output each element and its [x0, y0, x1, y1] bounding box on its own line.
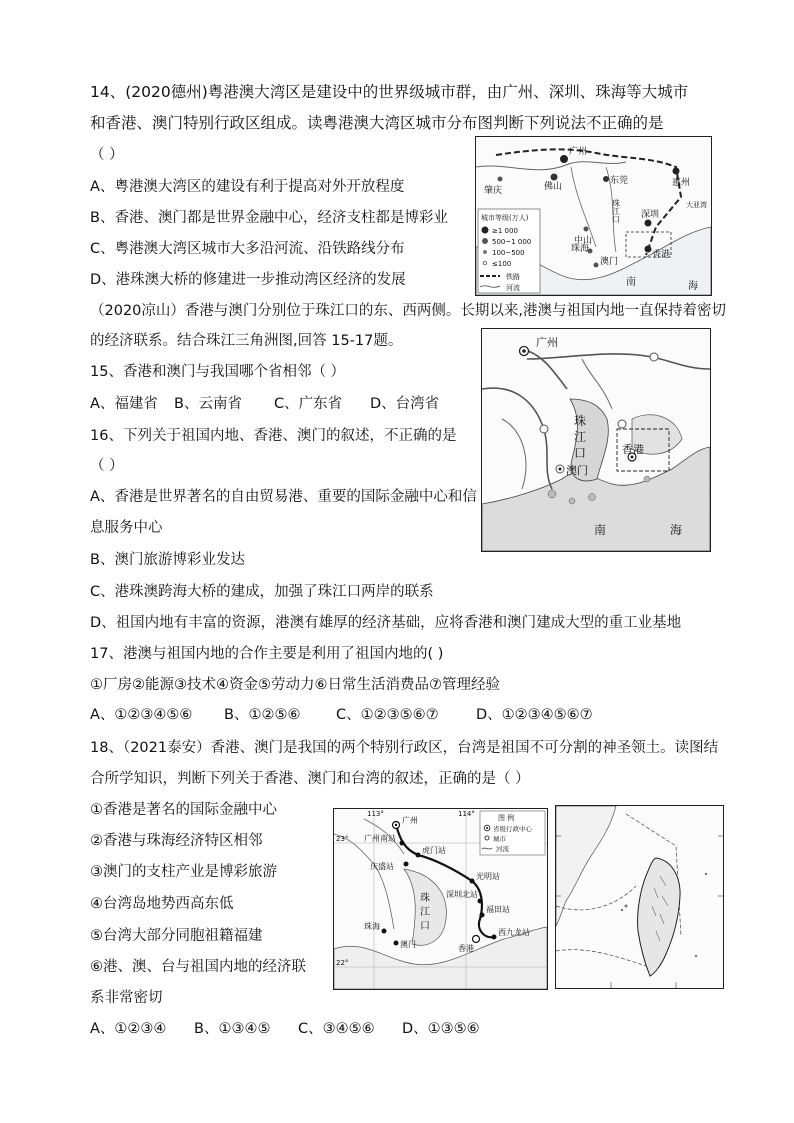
label-foshan: 佛山: [544, 182, 563, 192]
label-sea-nan: 南: [594, 523, 607, 537]
label-estuary-2: 江: [574, 430, 587, 444]
q16-stem: 16、下列关于祖国内地、香港、澳门的叙述，不正确的是: [90, 428, 457, 444]
label-hongkong: 香港: [458, 944, 474, 953]
q15-option-b: B、云南省: [174, 396, 242, 412]
legend-river: 河流: [506, 284, 520, 292]
q17-option-d: D、①②③④⑤⑥⑦: [476, 707, 593, 723]
q16-answer-paren: （ ）: [90, 458, 124, 474]
q18-option-d: D、①③⑤⑥: [402, 1021, 480, 1037]
label-sea-nan: 南: [626, 277, 636, 288]
q14-answer-paren: （ ）: [90, 147, 124, 163]
q18-stem-line1: 18、（2021泰安）香港、澳门是我国的两个特别行政区，台湾是祖国不可分割的神圣领土。读图结: [90, 740, 719, 756]
city-marker-foshan: [551, 174, 558, 181]
label-macau: 澳门: [400, 940, 416, 949]
group-intro-line1: （2020凉山）香港与澳门分别位于珠江口的东、西两侧。长期以来,港澳与祖国内地一直保持着密切: [90, 303, 727, 319]
legend-item-3: 100~500: [492, 249, 525, 257]
label-qingsheng: 庆盛站: [370, 862, 394, 871]
q18-option-c: C、③④⑤⑥: [298, 1021, 375, 1037]
q14-stem-line1: 14、(2020德州)粤港澳大湾区是建设中的世界级城市群，由广州、深圳、珠海等大城市: [90, 83, 689, 101]
label-dongguan: 东莞: [610, 176, 629, 186]
q17-option-a: A、①②③④⑤⑥: [90, 707, 193, 723]
label-west-kowloon: 西九龙站: [498, 928, 530, 937]
label-zhaoqing: 肇庆: [484, 186, 503, 196]
legend-item-1: ≥1 000: [492, 227, 518, 235]
label-huizhou: 惠州: [672, 178, 691, 188]
label-lat-22: 22°: [336, 959, 349, 967]
label-guangzhou-south: 广州南站: [364, 834, 396, 843]
label-dayawan: 大亚湾: [686, 201, 707, 209]
label-estuary: 珠江口: [611, 199, 621, 223]
q15-option-a: A、福建省: [90, 396, 158, 412]
label-estuary-1: 珠: [574, 414, 587, 428]
q15-option-c: C、广东省: [274, 396, 343, 412]
q18-item-6-continued: 系非常密切: [90, 990, 163, 1006]
q14-option-b: B、香港、澳门都是世界金融中心，经济支柱都是博彩业: [90, 210, 448, 226]
pearl-river-delta-map: [481, 328, 711, 552]
q18-option-a: A、①②③④: [90, 1021, 167, 1037]
q14-stem-line2: 和香港、澳门特别行政区组成。读粤港澳大湾区城市分布图判断下列说法不正确的是: [90, 114, 664, 132]
label-estuary-1: 珠: [420, 893, 430, 904]
label-macau: 澳门: [566, 464, 588, 477]
label-zhongshan: 中山: [574, 236, 593, 246]
label-futian: 福田站: [486, 905, 510, 914]
q17-options: [90, 705, 593, 725]
label-sea-hai: 海: [670, 523, 683, 537]
label-zhuhai: 珠海: [571, 244, 590, 254]
legend-rail: 铁路: [506, 273, 520, 281]
q14-option-c: C、粤港澳大湾区城市大多沿河流、沿铁路线分布: [90, 241, 405, 257]
label-estuary-3: 口: [420, 921, 430, 932]
q14-option-a: A、粤港澳大湾区的建设有利于提高对外开放程度: [90, 179, 405, 195]
guangzhou-hongkong-rail-map: [333, 808, 548, 990]
q16-option-d: D、祖国内地有丰富的资源，港澳有雄厚的经济基础，应将香港和澳门建成大型的重工业基地: [90, 615, 682, 631]
q18-item-5: ⑤台湾大部分同胞祖籍福建: [90, 928, 263, 944]
legend-title: 图 例: [498, 814, 515, 822]
q15-options: [90, 394, 439, 414]
city-marker-hongkong: [645, 246, 652, 253]
q17-option-b: B、①②⑤⑥: [224, 707, 301, 723]
q18-stem-line2: 合所学知识，判断下列关于香港、澳门和台湾的叙述，正确的是（ ）: [90, 771, 530, 787]
taiwan-map: [555, 805, 724, 989]
label-shenzhen: 深圳: [641, 210, 660, 220]
q17-option-c: C、①②③⑤⑥⑦: [336, 707, 439, 723]
q18-item-4: ④台湾岛地势西高东低: [90, 896, 234, 912]
label-lon-113: 113°: [367, 810, 384, 818]
label-guangming: 光明站: [476, 872, 500, 881]
q18-item-1: ①香港是著名的国际金融中心: [90, 802, 277, 818]
legend-item-2: 500~1 000: [492, 238, 532, 246]
q15-stem: 15、香港和澳门与我国哪个省相邻（ ）: [90, 364, 346, 380]
q17-list: ①厂房②能源③技术④资金⑤劳动力⑥日常生活消费品⑦管理经验: [90, 677, 500, 693]
q18-options: [90, 1019, 480, 1039]
label-sea-hai: 海: [688, 281, 698, 292]
legend-city: 城市: [493, 835, 506, 843]
label-zhuhai: 珠海: [364, 922, 380, 931]
city-marker-huizhou: [673, 168, 680, 175]
label-shenzhen-north: 深圳北站: [446, 890, 478, 899]
label-macau: 澳门: [600, 257, 619, 267]
label-humen: 虎门站: [422, 846, 446, 855]
city-marker-zhaoqing: [498, 177, 503, 182]
q16-option-c: C、港珠澳跨海大桥的建成，加强了珠江口两岸的联系: [90, 584, 434, 600]
city-marker-zhongshan: [584, 227, 589, 232]
label-guangzhou: 广州: [569, 147, 588, 157]
q15-option-d: D、台湾省: [370, 396, 440, 412]
city-marker-guangzhou: [560, 155, 568, 163]
q18-item-2: ②香港与珠海经济特区相邻: [90, 833, 263, 849]
label-estuary-2: 江: [420, 907, 430, 918]
q16-option-b: B、澳门旅游博彩业发达: [90, 552, 245, 568]
legend-title: 城市等级(万人): [481, 214, 529, 222]
group-intro-line2: 的经济联系。结合珠江三角洲图,回答 15-17题。: [90, 333, 403, 349]
label-lon-114: 114°: [458, 810, 475, 818]
city-marker-macau: [594, 263, 599, 268]
label-guangzhou: 广州: [402, 816, 418, 825]
label-hongkong: 香港: [652, 250, 671, 260]
city-marker-shenzhen: [645, 220, 652, 227]
label-guangzhou: 广州: [536, 336, 558, 349]
q18-item-6: ⑥港、澳、台与祖国内地的经济联: [90, 959, 306, 975]
q16-option-a-line2: 息服务中心: [90, 520, 163, 536]
q18-option-b: B、①③④⑤: [194, 1021, 271, 1037]
label-hongkong: 香港: [622, 443, 644, 456]
q16-option-a-line1: A、香港是世界著名的自由贸易港、重要的国际金融中心和信: [90, 489, 477, 505]
label-estuary-3: 口: [574, 446, 587, 460]
q17-stem: 17、港澳与祖国内地的合作主要是利用了祖国内地的( ): [90, 646, 444, 662]
q18-item-3: ③澳门的支柱产业是博彩旅游: [90, 864, 277, 880]
bay-area-city-map: [475, 136, 712, 296]
legend-provincial-capital: 省级行政中心: [493, 825, 532, 833]
legend-river: 河流: [496, 845, 509, 853]
q14-option-d: D、港珠澳大桥的修建进一步推动湾区经济的发展: [90, 272, 406, 288]
legend-item-4: ≤100: [492, 260, 512, 268]
label-lat-23: 23°: [336, 835, 349, 843]
city-marker-dongguan: [603, 176, 609, 182]
